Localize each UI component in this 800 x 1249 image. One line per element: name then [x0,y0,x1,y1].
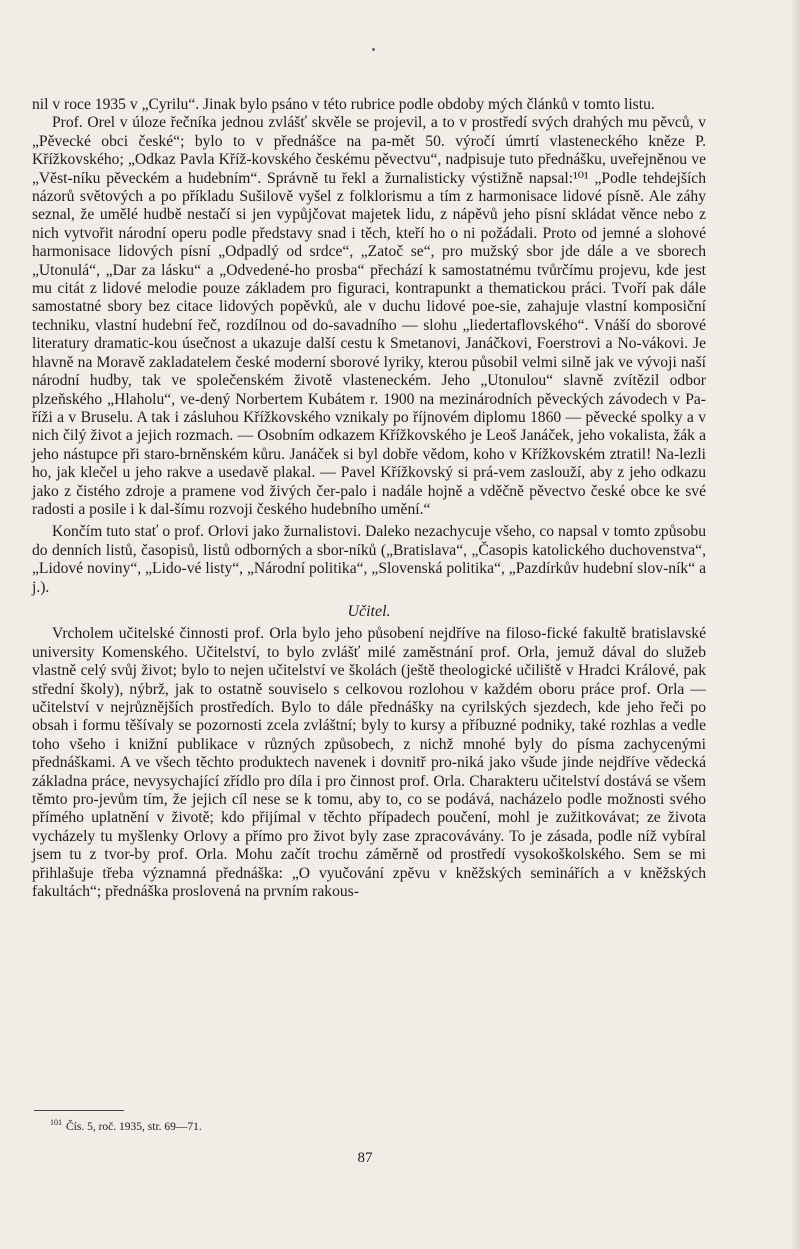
paragraph-orel-speech: Prof. Orel v úloze řečníka jednou zvlášť skvěle se projevil, a to v prostředí svých drahých mu pěvců, v „Pěvecké obci české“; bylo to v přednášce na pa-mět 50. výročí úmrtí vlasteneckého kněze P. Křížkovského; „Odkaz Pavla Kříž-kovského českému pěvectvu“, nadpisuje tuto přednášku, uveřejněnou ve „Věst-níku pěveckém a hudebním“. Správně tu řekl a žurnalisticky výstižně napsal:¹⁰¹ „Podle tehdejších názorů světových a po příkladu Sušilově vyšel z folklorismu a tím z harmonisace lidové písně. Ale záhy seznal, že umělé hudbě nestačí si jen vypůjčovat majetek lidu, z nápěvů jeho písní skládat věnce nebo z nich vytvořit národní operu podle představy snad i těch, kteří ho o ni požádali. Proto od jemné a slohové harmonisace lidových písní „Odpadlý od srdce“, „Zatoč se“, pro mužský sbor jde dále a ve sborech „Utonulá“, „Dar za lásku“ a „Odvedené-ho prosba“ přechází k samostatnému tvůrčímu projevu, kde jest mu citát z lidové melodie pouze základem pro figuraci, kontrapunkt a thematickou práci. Tvoří pak dále samostatné sbory bez citace lidových popěvků, ale v duchu lidové poe-sie, zahajuje vlastní komposiční techniku, vlastní hudební řeč, rozdílnou od do-savadního — slohu „liedertaflovského“. Vnáší do sborové literatury dramatic-kou úsečnost a ukazuje další cestu k Smetanovi, Janáčkovi, Foerstrovi a No-vákovi. Je hlavně na Moravě zakladatelem české moderní sborové lyriky, kterou působil velmi silně jak ve vývoji naší národní hudby, tak ve společenském životě vlasteneckém. Jeho „Utonulou“ slavně zvítězil odbor plzeňského „Hlaholu“, ve-dený Norbertem Kubátem r. 1900 na mezinárodních pěveckých závodech v Pa-říži a v Bruselu. A tak i zásluhou Křížkovského vznikaly po říjnovém diplomu 1860 — pěvecké spolky a v nich čilý život a jejich rozmach. — Osobním odkazem Křížkovského je Leoš Janáček, jeho vokalista, žák a jeho nástupce při staro-brněnském kůru. Janáček si byl dobře vědom, koho v Křížkovském ztratil! Na-lezli ho, jak klečel u jeho rakve a usedavě plakal. — Pavel Křížkovský si prá-vem zaslouží, aby z jeho odkazu jako z čistého zdroje a pramene vod živých čer-palo i nadále hojně a vděčně pěvectvo české obce ke své radosti a posile i k dal-šímu rozvoji českého hudebního umění.“ [32,114,706,518]
paragraph-continuation: nil v roce 1935 v „Cyrilu“. Jinak bylo psáno v této rubrice podle obdoby mých článků v tomto listu. [32,96,655,113]
paragraph-teacher: Vrcholem učitelské činnosti prof. Orla bylo jeho působení nejdříve na filoso-fické fakultě bratislavské university Komenského. Učitelství, to bylo zvlášť milé zaměstnání prof. Orla, jemuž dával do služeb vlastně celý svůj život; bylo to nejen učitelství ve školách (ještě theologické učiliště v Hradci Králové, pak střední školy), nýbrž, jak to ostatně souviselo s celkovou rozlohou v každém oboru práce prof. Orla — učitelství v nejrůznějších prostředích. Bylo to dále přednášky na cyrilských sjezdech, kde jeho řeči po obsah i formu těšívaly se pozornosti zcela zvláštní; byly to kursy a příbuzné podniky, také rozhlas a vedle toho všeho i knižní publikace v různých způsobech, z nichž mnohé byly do písma zachycenými přednáškami. A ve všech těchto produktech navenek i dovnitř pro-niká jako všude jinde nejdříve vědecká základna práce, nevysychající zřídlo pro díla i pro činnost prof. Orla. Charakteru učitelství dostává se všem těmto pro-jevům tím, že jejich cíl nese se k tomu, aby to, co se podává, nacházelo podle možnosti svého přímého uplatnění v životě; kdo přijímal v těchto případech poučení, mohl je zužitkovávat; ze života vycházely tu myšlenky Orlovy a přímo pro život byly zase zpracovávány. To je zásada, podle níž vybíral jsem tu z tvor-by prof. Orla. Mohu začít trochu záměrně od prostředí vysokoškolského. Sem se mi přihlašuje třeba významná přednáška: „O vyučování zpěvu v kněžských seminářích a v kněžských fakultách“; přednáška proslovená na prvním rakous- [32,625,706,901]
ink-dot [372,48,375,51]
paragraph-journalist-end: Končím tuto stať o prof. Orlovi jako žurnalistovi. Daleko nezachycuje všeho, co napsal v tomto způsobu do denních listů, časopisů, listů odborných a sbor-níků („Bratislava“, „Časopis katolického duchovenstva“, „Lidové noviny“, „Lido-vé listy“, „Národní politika“, „Slovenská politika“, „Pazdírkův hudební slov-ník“ a j.). [32,523,706,596]
page-edge-shadow [790,0,800,1249]
footnote-text: Čís. 5, roč. 1935, str. 69—71. [66,1120,202,1133]
footnote-divider [34,1110,124,1111]
section-heading: Učitel. [347,602,391,620]
footnote-number: 101 [50,1118,62,1127]
body-text [32,96,706,901]
footnote [50,1116,550,1134]
page-number: 87 [357,1150,373,1166]
